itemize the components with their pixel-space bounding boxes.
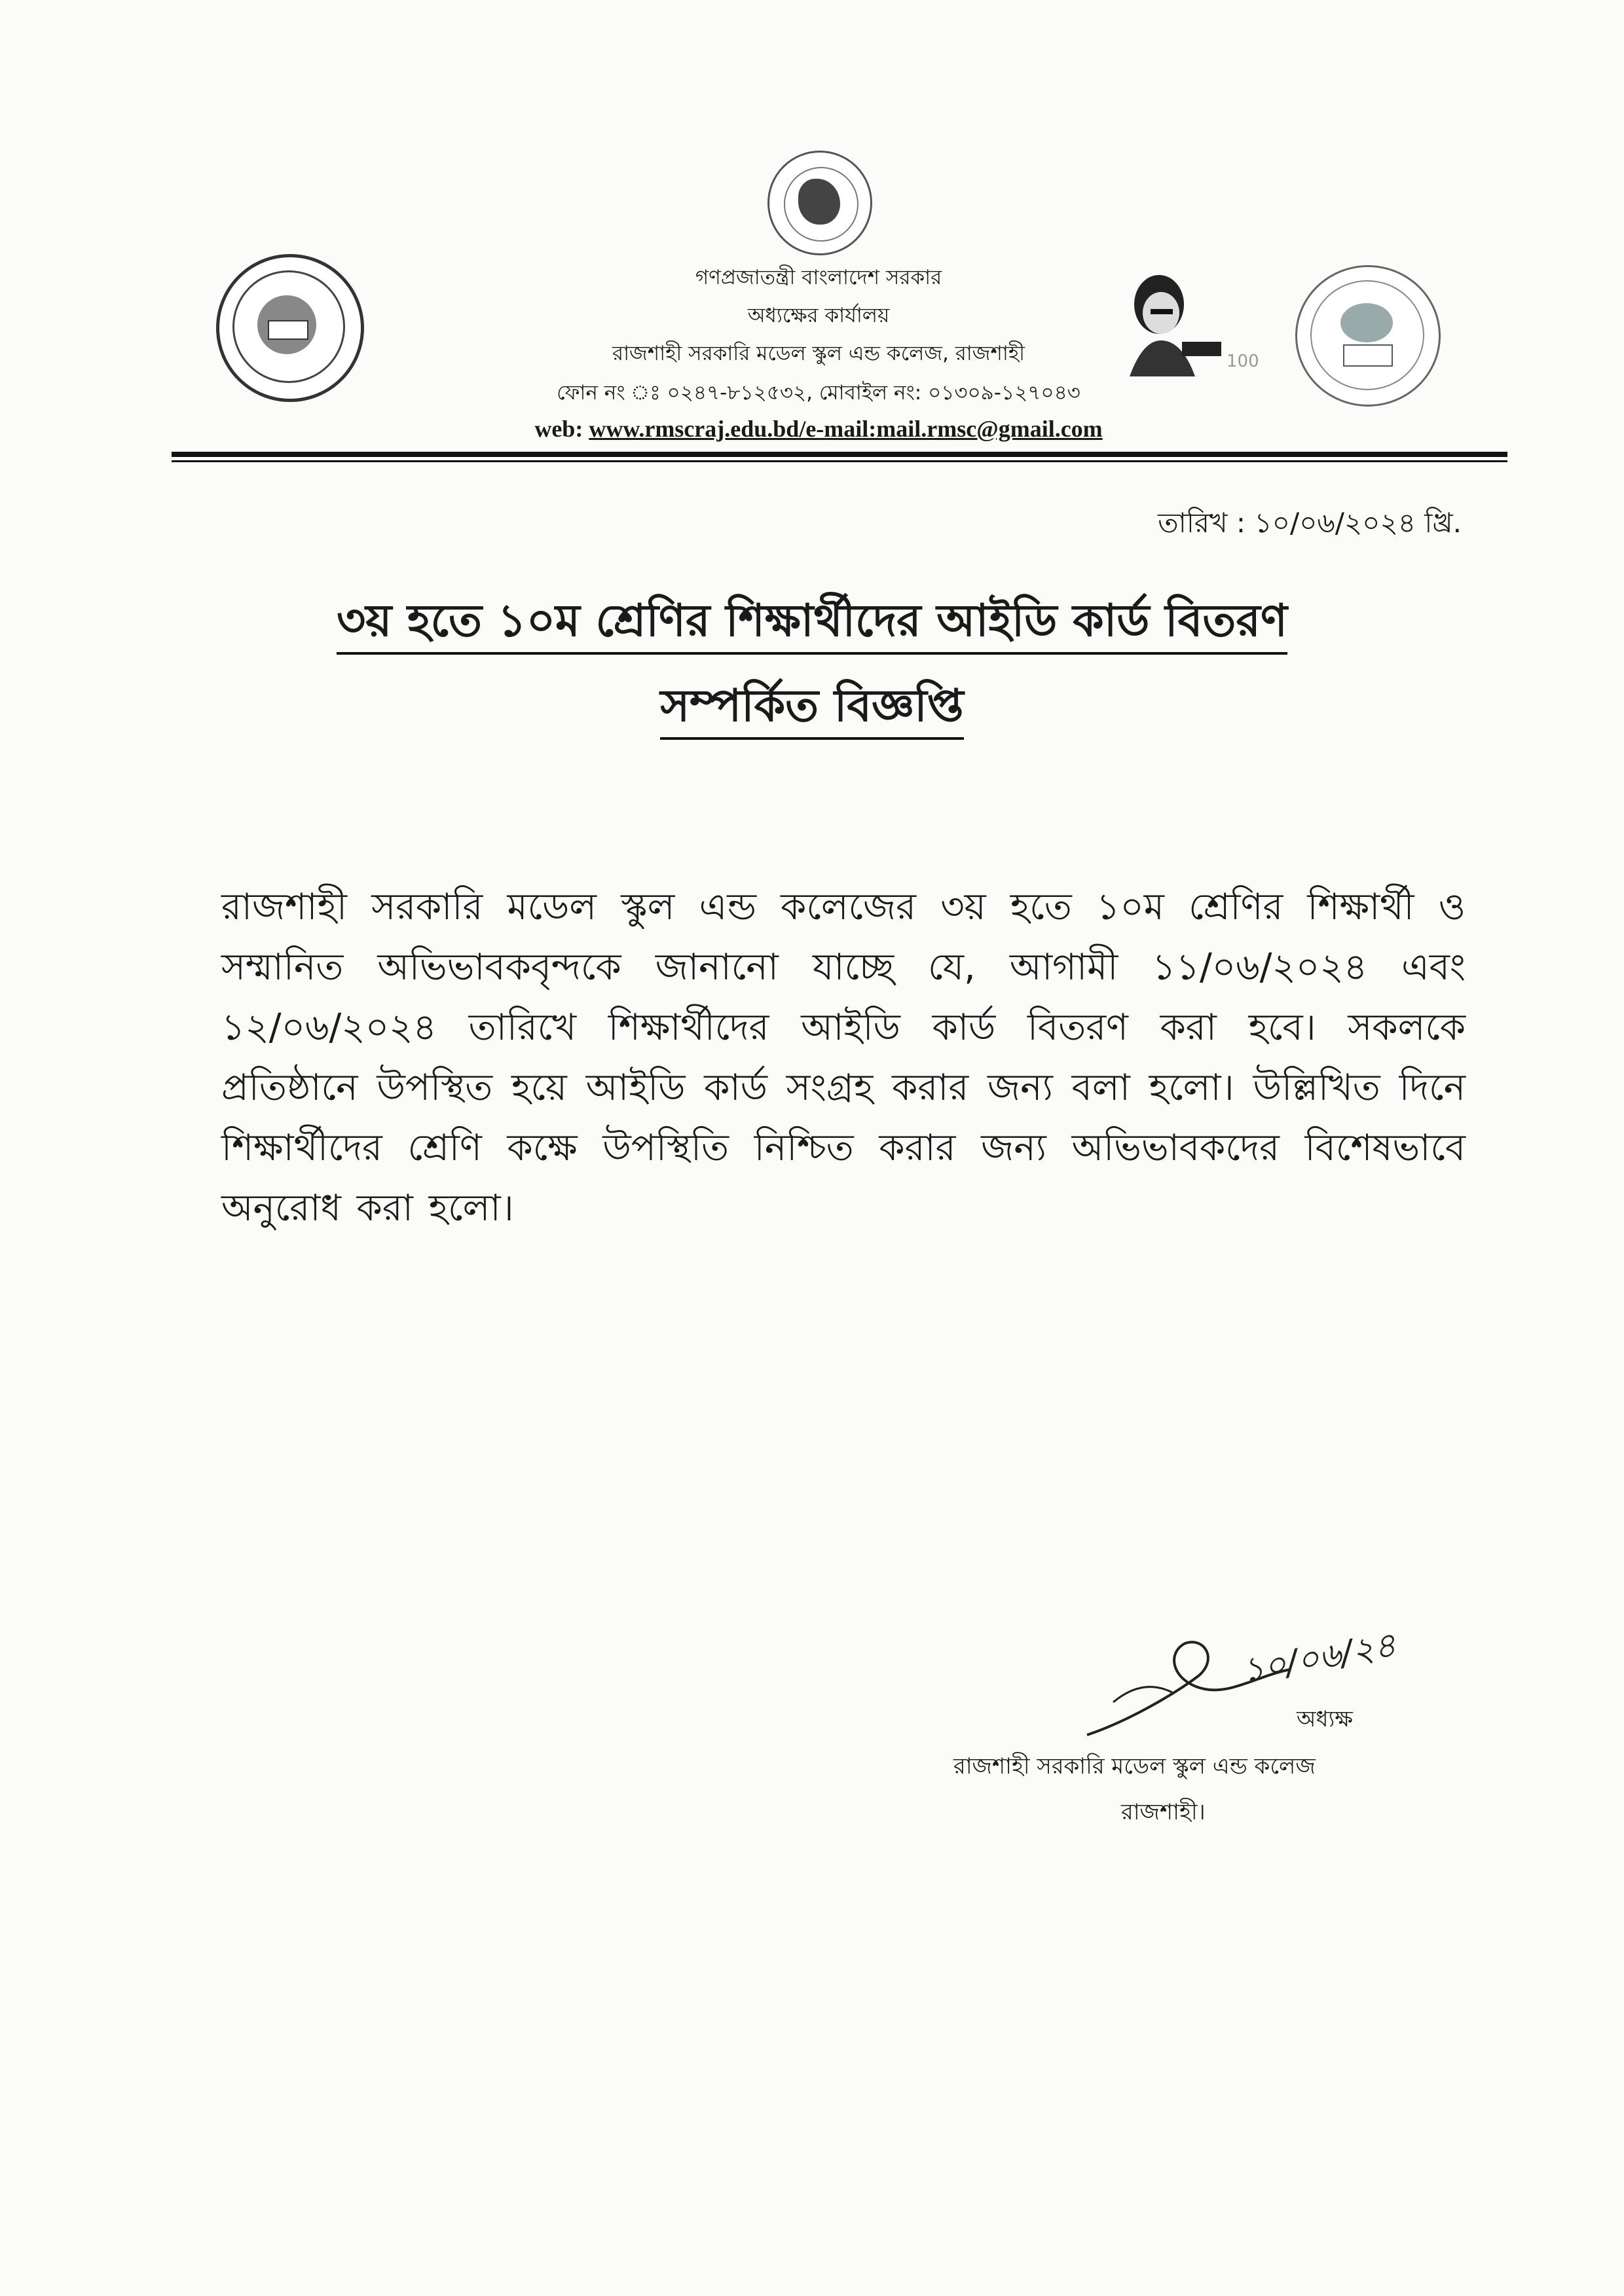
header-divider-thick — [172, 452, 1507, 457]
signatory-designation: অধ্যক্ষ — [1297, 1706, 1353, 1732]
school-logo — [216, 254, 364, 402]
government-name: গণপ্রজাতন্ত্রী বাংলাদেশ সরকার — [695, 266, 942, 289]
right-emblem-logo — [1295, 265, 1441, 407]
tree-icon — [1340, 303, 1393, 342]
office-name: অধ্যক্ষের কার্যালয় — [747, 304, 890, 327]
header-divider-thin — [172, 460, 1507, 462]
signatory-city: রাজশাহী। — [1121, 1799, 1206, 1825]
signatory-institution: রাজশাহী সরকারি মডেল স্কুল এন্ড কলেজ — [953, 1753, 1316, 1779]
contact-phone: ফোন নং ঃ ০২৪৭-৮১২৫৩২, মোবাইল নং: ০১৩০৯-১২৭০৪৩ — [557, 381, 1080, 405]
notice-title-line1 — [170, 586, 1454, 661]
web-prefix: web: — [534, 416, 589, 442]
institution-name: রাজশাহী সরকারি মডেল স্কুল এন্ড কলেজ, রাজশাহী — [612, 342, 1025, 365]
handwritten-date: ১০/০৬/২৪ — [1238, 1625, 1399, 1691]
book-icon — [268, 320, 308, 340]
handwritten-signature — [1074, 1624, 1441, 1755]
svg-text:100: 100 — [1227, 352, 1259, 371]
notice-title-text1: ৩য় হতে ১০ম শ্রেণির শিক্ষার্থীদের আইডি কার্ড বিতরণ — [337, 595, 1287, 655]
website-link[interactable]: www.rmscraj.edu.bd/e-mail:mail.rmsc@gmail.com — [589, 416, 1103, 442]
notice-body: রাজশাহী সরকারি মডেল স্কুল এন্ড কলেজের ৩য় হতে ১০ম শ্রেণির শিক্ষার্থী ও সম্মানিত অভিভাবকবৃন্দকে জানানো যাচ্ছে যে, আগামী ১১/০৬/২০২৪ এবং ১২/০৬/২০২৪ তারিখে শিক্ষার্থীদের আইডি কার্ড বিতরণ করা হবে। সকলকে প্রতিষ্ঠানে উপস্থিত হয়ে আইডি কার্ড সংগ্রহ করার জন্য বলা হলো। উল্লিখিত দিনে শিক্ষার্থীদের শ্রেণি কক্ষে উপস্থিতি নিশ্চিত করার জন্য অভিভাবকদের বিশেষভাবে অনুরোধ করা হলো। — [221, 886, 1466, 1230]
government-seal-logo — [767, 151, 872, 255]
notice-title-text2: সম্পর্কিত বিজ্ঞপ্তি — [660, 680, 963, 740]
notice-date: তারিখ : ১০/০৬/২০২৪ খ্রি. — [1158, 507, 1462, 539]
open-book-icon — [1343, 344, 1393, 367]
web-contact — [393, 415, 1244, 443]
notice-title-line2 — [170, 671, 1454, 746]
